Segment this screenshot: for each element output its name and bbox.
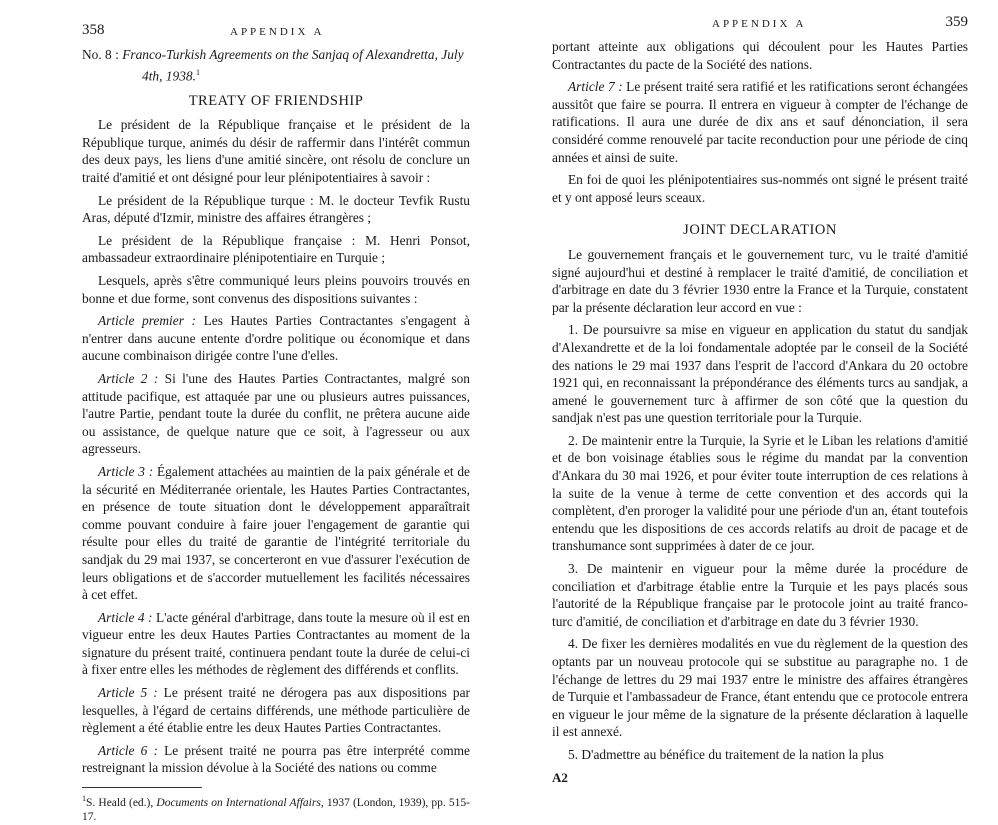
- article-paragraph: [82, 312, 470, 365]
- article-text: Si l'une des Hautes Parties Contractantes, malgré son attitude pacifique, est attaquée par une ou plusieurs autres puissances, l'autre Partie, pendant toute la durée du conflit, ne prêtera aucune aide ou assistance, de quelque nature que ce soit, à l'agresseur ou aux agresseurs.: [82, 370, 470, 457]
- article-label: Article 4 :: [98, 609, 153, 625]
- document-title: Franco-Turkish Agreements on the Sanjaq of Alexandretta, July 4th, 1938.: [122, 47, 464, 84]
- article-label: Article 6 :: [98, 742, 158, 758]
- article-paragraph: [82, 463, 470, 604]
- article-paragraph: [552, 78, 968, 166]
- article-paragraph: [82, 609, 470, 679]
- article-paragraph: [82, 370, 470, 458]
- article-label: Article 5 :: [98, 685, 158, 701]
- right-page-number: 359: [945, 14, 968, 30]
- closing-paragraph: En foi de quoi les plénipotentiaires sus-nommés ont signé le présent traité et y ont apposé leurs sceaux.: [552, 172, 968, 205]
- preamble-paragraph: Lesquels, après s'être communiqué leurs pleins pouvoirs trouvés en bonne et due forme, sont convenus des dispositions suivantes :: [82, 273, 470, 306]
- article-paragraph: [82, 742, 470, 777]
- document-number-title: [82, 46, 470, 85]
- right-running-head: [552, 14, 968, 34]
- declaration-item: 4. De fixer les dernières modalités en vue du règlement de la question des optants par un nouveau protocole qui se substitue au paragraphe no. 1 de l'échange de lettres du 29 mai 1937 entre le ministre des affaires étrangères de Turquie et l'ambassadeur de France, étant entendu que ce protocole entrera en vigueur le jour même de la signature de la présente déclaration à laquelle il est annexé.: [552, 636, 968, 740]
- footnote-text-pre: S. Heald (ed.),: [86, 796, 157, 809]
- declaration-item: 3. De maintenir en vigueur pour la même durée la procédure de conciliation et d'arbitrage établie entre la Turquie et les pays placés sous l'autorité de la République française par le protocole joint au traité franco-turc d'amitié, de conciliation et d'arbitrage en date du 3 février 1930.: [552, 561, 968, 629]
- preamble-paragraph: Le président de la République française et le président de la République turque, animés du désir de raffermir dans l'intérêt commun des deux pays, les liens d'une amitié sincère, ont résolu de conclure un traité d'amitié et ont désigné pour leur plénipotentiaires à savoir :: [82, 117, 470, 186]
- declaration-item: 5. D'admettre au bénéfice du traitement de la nation la plus: [568, 746, 884, 762]
- left-running-head: [82, 22, 470, 42]
- footnote-text-post: 1937 (London, 1939), pp. 515-17.: [82, 796, 471, 824]
- document-number: No. 8 :: [82, 47, 119, 62]
- article-text: Également attachées au maintien de la paix générale et de la sécurité en Méditerranée orientale, les Hautes Parties Contractantes, en présence de toute situation dont le développement apparaîtrait comme pouvant conduire à faire jouer l'engagement de garantie qui résulte pour elles du traité de garantie de l'intégrité territoriale du sandjak du 29 mai 1937, se concerteront en vue d'assurer l'exécution de leurs obligations et de s'accorder mutuellement les facilités nécessaires à cet effet.: [82, 463, 471, 603]
- footnote: [82, 792, 470, 825]
- article-label: Article 7 :: [568, 79, 623, 95]
- footnote-mark: 1: [82, 794, 86, 804]
- article-paragraph: [82, 684, 470, 737]
- article-text: Les Hautes Parties Contractantes s'engagent à n'entrer dans aucune entente d'ordre politique ou économique et dans aucune combinaison dirigée contre l'une d'elles.: [82, 313, 470, 364]
- signature-mark: A2: [552, 769, 568, 785]
- right-running-title: APPENDIX A: [712, 18, 807, 30]
- document-footnote-mark: 1: [195, 67, 200, 77]
- declaration-item: 1. De poursuivre sa mise en vigueur en application du statut du sandjak d'Alexandrette et de la loi fondamentale adoptée par le conseil de la Société des nations le 29 mai 1937 dans l'esprit de l'accord d'Ankara du 20 octobre 1921 qui, en reconnaissant la prépondérance des éléments turcs au sandjak, a amené le gouvernement turc à affirmer de son côté que la question du sandjak n'est pas une question territoriale pour la Turquie.: [552, 322, 968, 426]
- article-label: Article 3 :: [98, 463, 154, 479]
- left-running-title: APPENDIX A: [230, 26, 325, 38]
- left-page-number: 358: [82, 22, 105, 38]
- article-text: Le présent traité ne pourra pas être interprété comme restreignant la mission dévolue à la Société des nations ou comme: [82, 742, 470, 776]
- article-text: L'acte général d'arbitrage, dans toute la mesure où il est en vigueur entre les deux Hautes Parties Contractantes au moment de la signature du présent traité, continuera pendant toute la durée de celui-ci à fixer entre elles les méthodes de règlement des différends et conflits.: [82, 609, 470, 678]
- footnote-source-title: Documents on International Affairs,: [156, 796, 324, 809]
- article-label: Article premier :: [98, 313, 196, 329]
- preamble-paragraph: Le président de la République turque : M. le docteur Tevfik Rustu Aras, député d'Izmir, ministre des affaires étrangères ;: [82, 192, 470, 226]
- right-page: [520, 0, 998, 795]
- article-text: Le présent traité ne dérogera pas aux dispositions par lesquelles, à l'égard de certains différends, une méthode particulière de règlement a été établie entre les deux Hautes Parties Contractantes.: [82, 685, 470, 736]
- declaration-intro: Le gouvernement français et le gouvernement turc, vu le traité d'amitié signé aujourd'hui et destiné à remplacer le traité d'amitié, de conciliation et d'arbitrage en date du 3 février 1930 entre la France et la Turquie, constatent par la présente déclaration leur accord en vue :: [552, 246, 968, 315]
- footnote-divider: [82, 787, 202, 788]
- treaty-heading: TREATY OF FRIENDSHIP: [188, 92, 364, 109]
- continuation-paragraph: portant atteinte aux obligations qui découlent pour les Hautes Parties Contractantes du pacte de la Société des nations.: [552, 39, 968, 72]
- article-label: Article 2 :: [98, 370, 159, 386]
- preamble-paragraph: Le président de la République française : M. Henri Ponsot, ambassadeur extraordinaire plénipotentiaire en Turquie ;: [82, 232, 470, 266]
- article-text: Le présent traité sera ratifié et les ratifications seront échangées aussitôt que faire se pourra. Il entrera en vigueur à compter de l'échange de ratifications. Il aura une durée de dix ans et sauf dénonciation, il sera considéré comme renouvelé par tacite reconduction pour une période de cinq années et ainsi de suite.: [552, 79, 968, 165]
- declaration-item: 2. De maintenir entre la Turquie, la Syrie et le Liban les relations d'amitié et de bon voisinage établies sous le régime du mandat par la convention d'Ankara du 30 mai 1926, et pour éviter toute interruption de ces relations à la suite de la venue à terme de cette convention et des accords qui la complètent, d'en proroger la validité pour une période d'un an, étant toutefois entendu que les dispositions de ces accords relatifs au droit de pacage et de transhumance sont supprimées à dater de ce jour.: [552, 432, 968, 554]
- declaration-heading: JOINT DECLARATION: [683, 222, 837, 239]
